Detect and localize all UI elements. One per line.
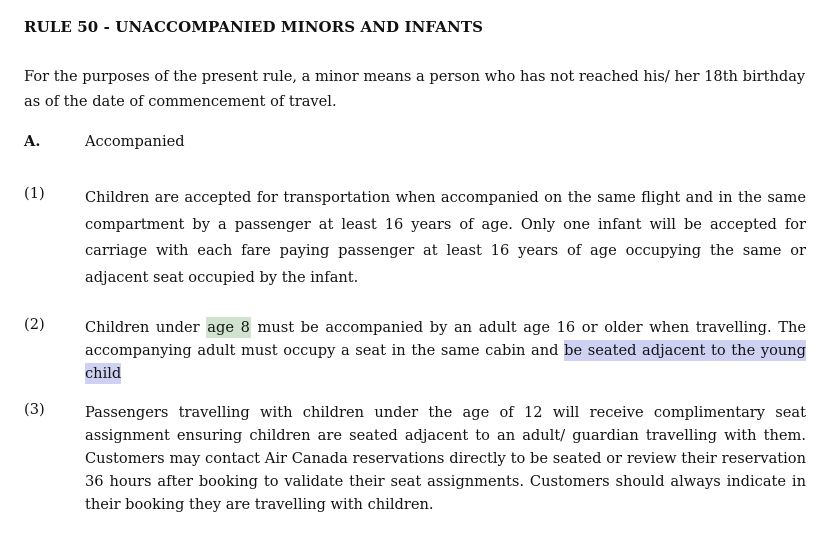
item-3-text: Passengers travelling with children under the age of 12 will receive complimentary seat assignment ensuring children are seated adjacent to an adult/ guardian travelling with them. Customers may contact Air Canada reservations directly to be seated or review their reservation 36 hours after booking to validate their seat assignments. Customers should always indicate in their booking they are travelling with children. — [85, 404, 806, 513]
intro-paragraph: For the purposes of the present rule, a minor means a person who has not reached his/ her 18th birthday as of the date of commencement of travel. — [24, 68, 806, 110]
item-1-text: Children are accepted for transportation when accompanied on the same flight and in the same compartment by a passenger at least 16 years of age. Only one infant will be accepted for carriage with each fare paying passenger at least 16 years of age occupying the same or adjacent seat occupied by the infant. — [85, 189, 806, 286]
section-a-label: A. — [24, 133, 41, 150]
item-2-text — [85, 316, 806, 385]
item-2-text-middle: must be accompanied by an adult age 16 or older when travelling. The accompanying adult must occupy a seat in the same cabin and — [85, 319, 807, 359]
section-a-title: Accompanied — [85, 133, 185, 150]
item-3-label: (3) — [24, 401, 45, 418]
item-2-label: (2) — [24, 316, 45, 333]
rule-heading: RULE 50 - UNACCOMPANIED MINORS AND INFANTS — [24, 18, 484, 36]
item-2-text-before: Children under — [85, 319, 207, 336]
item-1-label: (1) — [24, 185, 45, 202]
highlight-seated-adjacent: be seated adjacent to the young child — [85, 342, 807, 382]
highlight-age-8: age 8 — [207, 319, 250, 336]
